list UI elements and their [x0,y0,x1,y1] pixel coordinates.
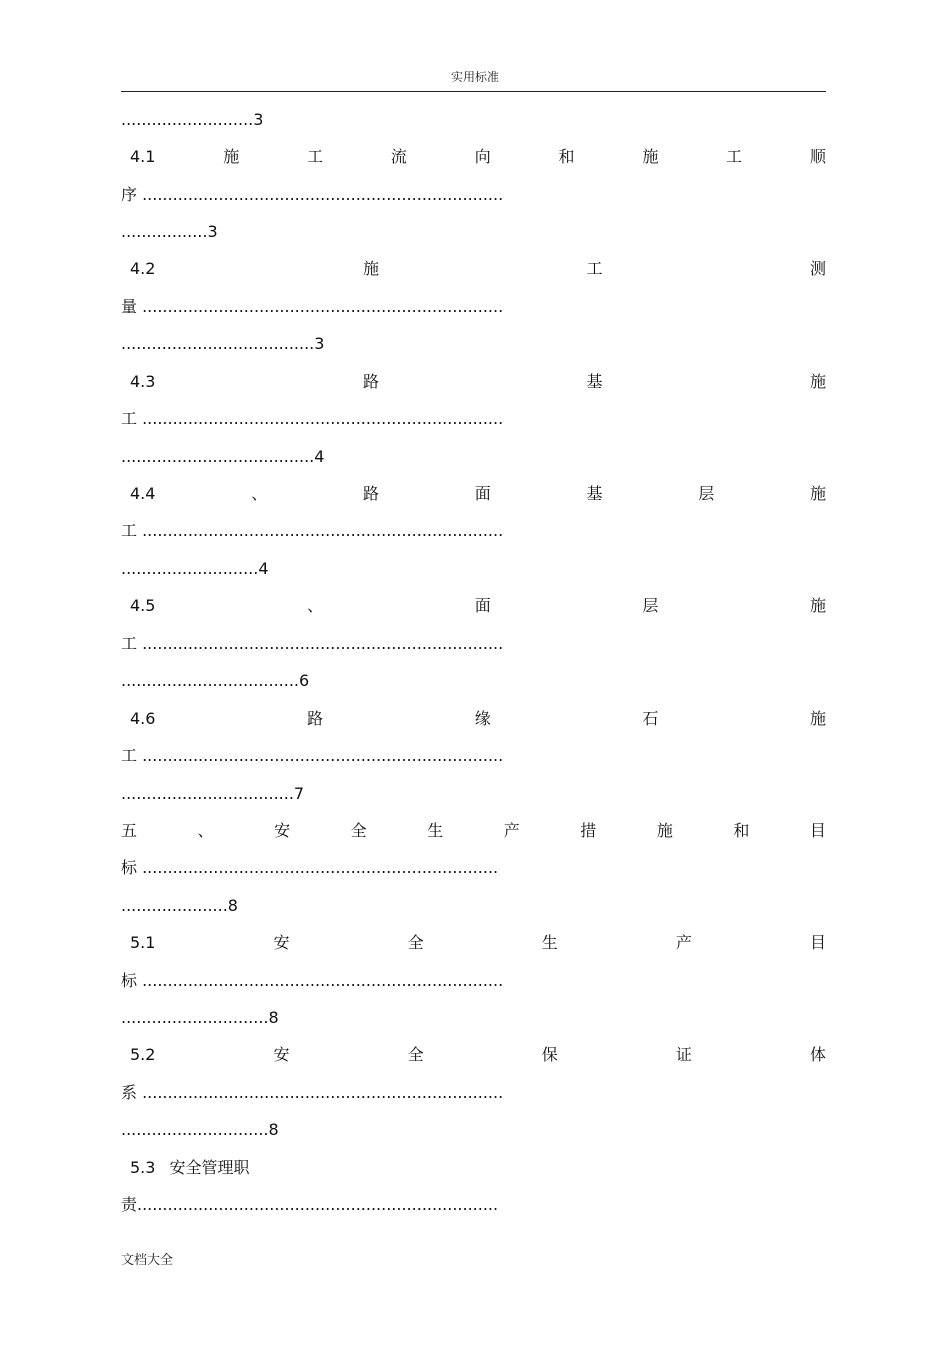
toc-entry-number: 5.1 [130,933,156,953]
toc-entry-page: .............................8 [121,1008,279,1028]
toc-entry-title-char: 安 [274,820,291,840]
toc-entry-title-char: 路 [362,371,379,391]
toc-entry-number: 5.2 [130,1045,156,1065]
toc-entry-leader: 工 ....................................................................... [121,633,504,653]
toc-entry-title-char: 体 [809,1045,826,1065]
toc-entry-page: ......................................3 [121,334,325,354]
toc-entry-title-char: 面 [474,596,491,616]
toc-entry-page: ...........................4 [121,558,269,578]
toc-entry-title-char: 施 [809,708,826,728]
toc-entry-title-char: 工 [726,147,743,166]
toc-entry-title-char: 石 [642,708,659,728]
toc-continuation-line: ..........................3 [121,110,264,129]
toc-entry-page: .....................8 [121,895,238,915]
toc-entry-number: 5.3 [130,1157,156,1177]
toc-entry-title-char: 目 [809,820,826,840]
toc-entry-title [121,1156,826,1180]
toc-entry-title-char: 测 [809,259,826,279]
toc-entry-title-char: 生 [427,820,444,840]
toc-entry-title-char: 施 [362,259,379,279]
toc-entry-leader: 工 ....................................................................... [121,746,504,765]
toc-entry-title-char: 工 [307,147,324,166]
toc-entry-title-char: 、 [251,483,268,503]
toc-entry-title-char: 施 [809,371,826,391]
toc-entry-number: 4.6 [130,708,156,728]
toc-entry-title-char: 目 [809,933,826,953]
toc-entry-title-char: 安 [273,933,290,953]
toc-entry-title [121,594,826,618]
toc-entry-number: 4.2 [130,259,156,279]
toc-entry-number: 4.5 [130,596,156,616]
toc-entry-title-char: 面 [474,483,491,503]
toc-entry-title-char: 保 [541,1045,558,1065]
toc-entry-number: 4.1 [130,147,156,166]
toc-entry-title-char: 施 [642,147,659,166]
toc-entry-title-char: 全 [407,1045,424,1065]
toc-entry-title [121,1043,826,1067]
toc-entry-title [121,931,826,955]
toc-entry-title-char: 措 [580,820,597,840]
toc-entry-title [121,257,826,281]
toc-entry-title-char: 基 [586,483,603,503]
toc-entry-title-char: 施 [223,147,240,166]
toc-entry-leader: 系 ....................................................................... [121,1082,504,1102]
toc-entry-page: ..................................7 [121,783,305,803]
toc-entry-title-char: 施 [656,820,673,840]
toc-entry-title-char: 路 [362,483,379,503]
toc-entry-leader: 工 ....................................................................... [121,409,504,429]
toc-entry-title-char: 层 [642,596,659,616]
toc-entry-title-char: 生 [541,933,558,953]
toc-entry-leader: 标 ...................................................................... [121,858,499,878]
toc-entry-title-char: 全 [407,933,424,953]
toc-entry-title-char: 流 [390,147,407,166]
toc-entry-title [121,370,826,394]
page-header: 实用标准 [450,70,499,84]
toc-entry-title-char: 全 [350,820,367,840]
toc-entry-leader: 量 ....................................................................... [121,296,504,316]
toc-entry-leader: 标 ....................................................................... [121,970,504,990]
toc-entry-title-char: 和 [558,147,575,166]
toc-entry-title-char: 基 [586,371,603,391]
toc-entry-title [121,819,826,843]
toc-entry-page: .............................8 [121,1120,279,1140]
toc-entry-title [121,482,826,506]
toc-entry-title-char: 工 [586,259,603,279]
toc-entry-number: 五 [121,820,138,840]
toc-entry-title-char: 、 [307,596,324,616]
toc-entry-title-char: 向 [474,147,491,166]
toc-entry-title-char: 缘 [474,708,491,728]
toc-entry-title-char: 和 [733,820,750,840]
toc-entry-title-char: 层 [698,483,715,503]
toc-entry-title-char: 、 [197,820,214,840]
toc-entry-number: 4.3 [130,371,156,391]
toc-entry-title-char: 安全管理职 [169,1157,250,1177]
header-rule [121,91,826,92]
toc-entry-page: .................3 [121,222,218,241]
page-footer: 文档大全 [121,1253,174,1268]
toc-entry-title-char: 证 [675,1045,692,1065]
toc-entry-page: ...................................6 [121,671,310,691]
toc-entry-title-char: 安 [273,1045,290,1065]
toc-entry-title-char: 产 [675,933,692,953]
toc-entry-number: 4.4 [130,483,156,503]
toc-entry-title-char: 施 [809,483,826,503]
toc-entry-title-char: 顺 [809,147,826,166]
toc-entry-title-char: 产 [503,820,520,840]
toc-entry-title [121,145,826,169]
toc-entry-title-char: 路 [307,708,324,728]
toc-entry-page: ......................................4 [121,446,325,466]
toc-entry-leader: 工 ....................................................................... [121,521,504,541]
toc-entry-leader: 序 ....................................................................... [121,184,504,204]
toc-entry-leader: 责....................................................................... [121,1195,499,1215]
toc-entry-title [121,707,826,731]
toc-entry-title-char: 施 [809,596,826,616]
